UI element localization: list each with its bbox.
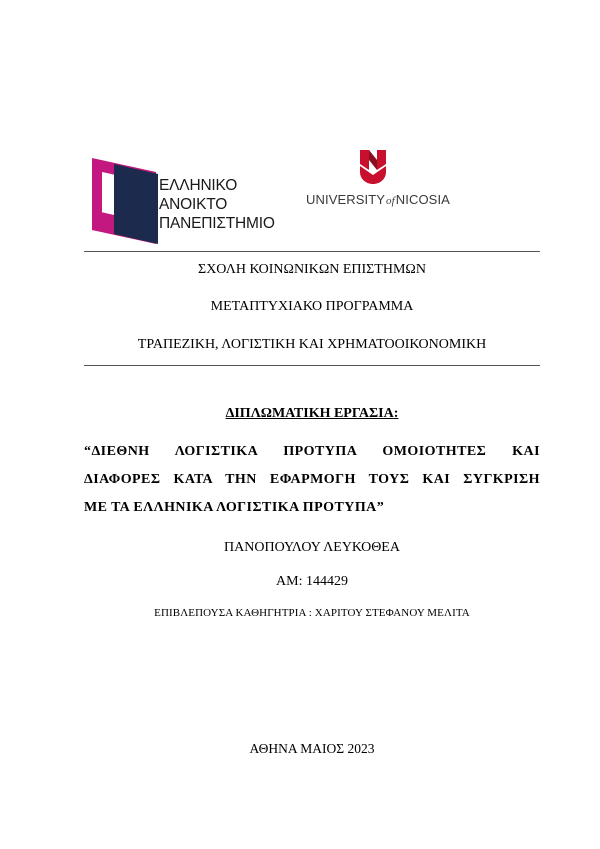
eap-logo-line-3: ΠΑΝΕΠΙΣΤΗΜΙΟ [159,215,275,232]
hellenic-open-university-logo [92,158,275,244]
eap-logo-line-1: ΕΛΛΗΝΙΚΟ [159,177,238,194]
unic-logo-word-nicosia: NICOSIA [395,192,450,207]
university-of-nicosia-logo [300,150,450,210]
supervisor: ΕΠΙΒΛΕΠΟΥΣΑ ΚΑΘΗΓΗΤΡΙΑ : ΧΑΡΙΤΟΥ ΣΤΕΦΑΝΟΥ ΜΕΛΙΤΑ [154,607,470,619]
school-name: ΣΧΟΛΗ ΚΟΙΝΩΝΙΚΩΝ ΕΠΙΣΤΗΜΩΝ [198,262,426,277]
unic-logo-word-university: UNIVERSITY [306,192,386,207]
author-name: ΠΑΝΟΠΟΥΛΟΥ ΛΕΥΚΟΘΕΑ [224,540,400,555]
unic-logo-mark-icon [360,150,386,184]
unic-logo-word-of: of [386,195,395,207]
eap-logo-text [159,176,275,233]
student-id: ΑΜ: 144429 [276,574,348,589]
thesis-title [84,438,540,522]
unic-logo-text [306,192,450,207]
thesis-label [84,406,540,422]
bottom-divider [84,365,540,366]
thesis-title-line-3: ΜΕ ΤΑ ΕΛΛΗΝΙΚΑ ΛΟΓΙΣΤΙΚΑ ΠΡΟΤΥΠΑ” [84,500,385,515]
thesis-title-line-1: “ΔΙΕΘΝΗ ΛΟΓΙΣΤΙΚΑ ΠΡΟΤΥΠΑ ΟΜΟΙΟΤΗΤΕΣ ΚΑΙ [84,444,540,459]
top-divider [84,251,540,252]
specialization-name: ΤΡΑΠΕΖΙΚΗ, ΛΟΓΙΣΤΙΚΗ ΚΑΙ ΧΡΗΜΑΤΟΟΙΚΟΝΟΜΙΚΗ [137,337,487,352]
program-name: ΜΕΤΑΠΤΥΧΙΑΚΟ ΠΡΟΓΡΑΜΜΑ [210,299,414,314]
thesis-title-line-2: ΔΙΑΦΟΡΕΣ ΚΑΤΑ ΤΗΝ ΕΦΑΡΜΟΓΗ ΤΟΥΣ ΚΑΙ ΣΥΓΚΡΙΣΗ [84,472,540,487]
eap-logo-mark-icon [92,158,158,244]
place-date: ΑΘΗΝΑ ΜΑΙΟΣ 2023 [249,741,375,756]
thesis-label-colon: : [393,406,399,421]
thesis-label-text: ΔΙΠΛΩΜΑΤΙΚΗ ΕΡΓΑΣΙΑ [225,406,394,421]
eap-logo-line-2: ΑΝΟΙΚΤΟ [159,196,228,213]
